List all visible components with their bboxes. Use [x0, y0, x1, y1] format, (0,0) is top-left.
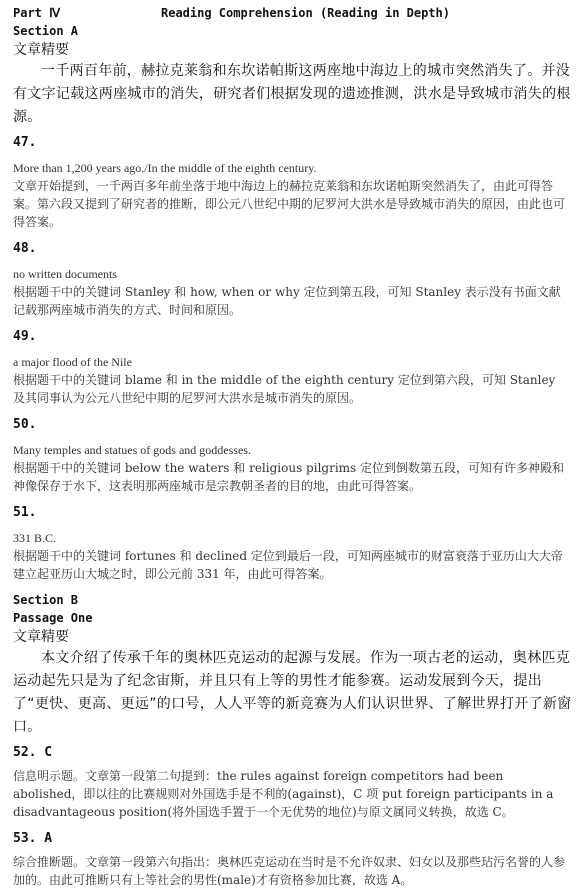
question-50: [13, 415, 575, 495]
question-answer: no written documents: [13, 267, 117, 281]
question-49: [13, 327, 575, 407]
part-header: [13, 4, 575, 22]
question-number: 50.: [13, 417, 37, 432]
question-48: [13, 239, 575, 319]
section-a-summary: 一千两百年前，赫拉克莱翁和东坎诺帕斯这两座地中海边上的城市突然消失了。并没有文字记载这两座城市的消失，研究者们根据发现的遗迹推测，洪水是导致城市消失的根源。: [13, 63, 571, 125]
question-explanation: 综合推断题。文章第一段第六句指出：奥林匹克运动在当时是不允许奴隶、妇女以及那些玷污名誉的人参加的。由此可推断只有上等社会的男性(male)才有资格参加比赛，故选 A。: [13, 855, 566, 887]
question-explanation: 信息明示题。文章第一段第二句提到：the rules against foreign competitors had been abolished，即以往的比赛规则对外国选手是不利的(against)，C 项 put foreign participants in a disadvantageous position(将外国选手置于一个无优势的地位)与原文属同义转换，故选 C。: [13, 769, 554, 819]
question-number: 47.: [13, 135, 37, 150]
question-explanation: 根据题干中的关键词 Stanley 和 how, when or why 定位到第五段，可知 Stanley 表示没有书面文献记载那两座城市消失的方式、时间和原因。: [13, 285, 561, 317]
passage-label: Passage One: [13, 611, 93, 625]
question-answer: a major flood of the Nile: [13, 355, 132, 369]
question-explanation: 根据题干中的关键词 below the waters 和 religious pilgrims 定位到倒数第五段，可知有许多神殿和神像保存于水下，这表明那两座城市是宗教朝圣者的目的地，由此可得答案。: [13, 461, 565, 493]
question-answer: Many temples and statues of gods and goddesses.: [13, 443, 251, 457]
page: [13, 4, 575, 889]
part-label: Part Ⅳ: [13, 6, 61, 20]
question-answer: 331 B.C.: [13, 531, 57, 545]
question-explanation: 根据题干中的关键词 blame 和 in the middle of the eighth century 定位到第六段，可知 Stanley 及其同事认为公元八世纪中期的尼罗河大洪水是城市消失的原因。: [13, 373, 556, 405]
section-b-summary-heading: 文章精要: [13, 629, 69, 645]
section-a-summary-heading: 文章精要: [13, 42, 69, 58]
question-47: [13, 133, 575, 231]
question-explanation: 根据题干中的关键词 fortunes 和 declined 定位到最后一段，可知两座城市的财富衰落于亚历山大大帝建立起亚历山大城之时，即公元前 331 年，由此可得答案。: [13, 549, 563, 581]
question-answer: More than 1,200 years ago./In the middle of the eighth century.: [13, 161, 317, 175]
question-53: [13, 829, 575, 889]
question-number: 52. C: [13, 745, 53, 760]
question-number: 48.: [13, 241, 37, 256]
section-b-summary: 本文介绍了传承千年的奥林匹克运动的起源与发展。作为一项古老的运动，奥林匹克运动起先只是为了纪念宙斯，并且只有上等的男性才能参赛。运动发展到今天，提出了“更快、更高、更远”的口号，人人平等的新竞赛为人们认识世界、了解世界打开了新窗口。: [13, 650, 572, 735]
section-a-label: Section A: [13, 24, 79, 38]
question-explanation: 文章开始提到，一千两百多年前坐落于地中海边上的赫拉克莱翁和东坎诺帕斯突然消失了，由此可得答案。第六段又提到了研究者的推断，即公元八世纪中期的尼罗河大洪水是导致城市消失的原因，由此也可得答案。: [13, 179, 566, 229]
question-number: 51.: [13, 505, 37, 520]
question-number: 49.: [13, 329, 37, 344]
question-number: 53. A: [13, 831, 53, 846]
question-51: [13, 503, 575, 583]
part-title: Reading Comprehension (Reading in Depth): [161, 6, 450, 20]
section-b-label: Section B: [13, 593, 79, 607]
question-52: [13, 743, 575, 821]
